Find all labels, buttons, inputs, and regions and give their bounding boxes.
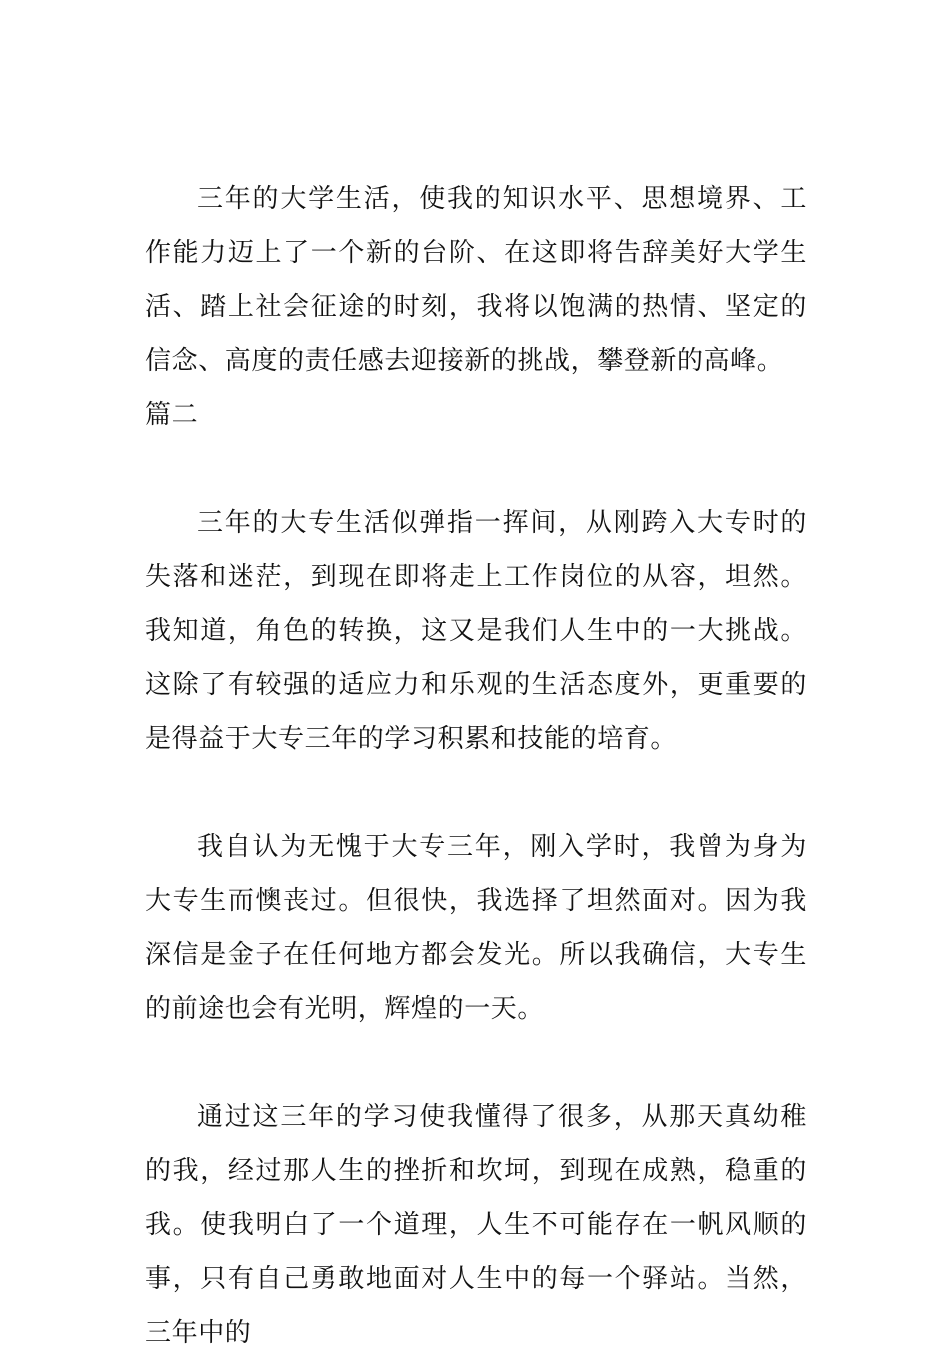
document-body	[145, 172, 807, 1360]
blank-line	[145, 442, 807, 496]
paragraph-3: 我自认为无愧于大专三年，刚入学时，我曾为身为大专生而懊丧过。但很快，我选择了坦然面对。因为我深信是金子在任何地方都会发光。所以我确信，大专生的前途也会有光明，辉煌的一天。	[145, 832, 807, 1024]
paragraph-1: 三年的大学生活，使我的知识水平、思想境界、工作能力迈上了一个新的台阶、在这即将告辞美好大学生活、踏上社会征途的时刻，我将以饱满的热情、坚定的信念、高度的责任感去迎接新的挑战，攀登新的高峰。	[145, 184, 807, 376]
blank-line	[145, 1036, 807, 1090]
blank-line	[145, 766, 807, 820]
section-heading: 篇二	[145, 400, 199, 430]
paragraph-2: 三年的大专生活似弹指一挥间，从刚跨入大专时的失落和迷茫，到现在即将走上工作岗位的从容，坦然。我知道，角色的转换，这又是我们人生中的一大挑战。这除了有较强的适应力和乐观的生活态度外，更重要的是得益于大专三年的学习积累和技能的培育。	[145, 508, 807, 754]
paragraph-4: 通过这三年的学习使我懂得了很多，从那天真幼稚的我，经过那人生的挫折和坎坷，到现在成熟，稳重的我。使我明白了一个道理，人生不可能存在一帆风顺的事，只有自己勇敢地面对人生中的每一个驿站。当然，三年中的	[145, 1102, 807, 1348]
